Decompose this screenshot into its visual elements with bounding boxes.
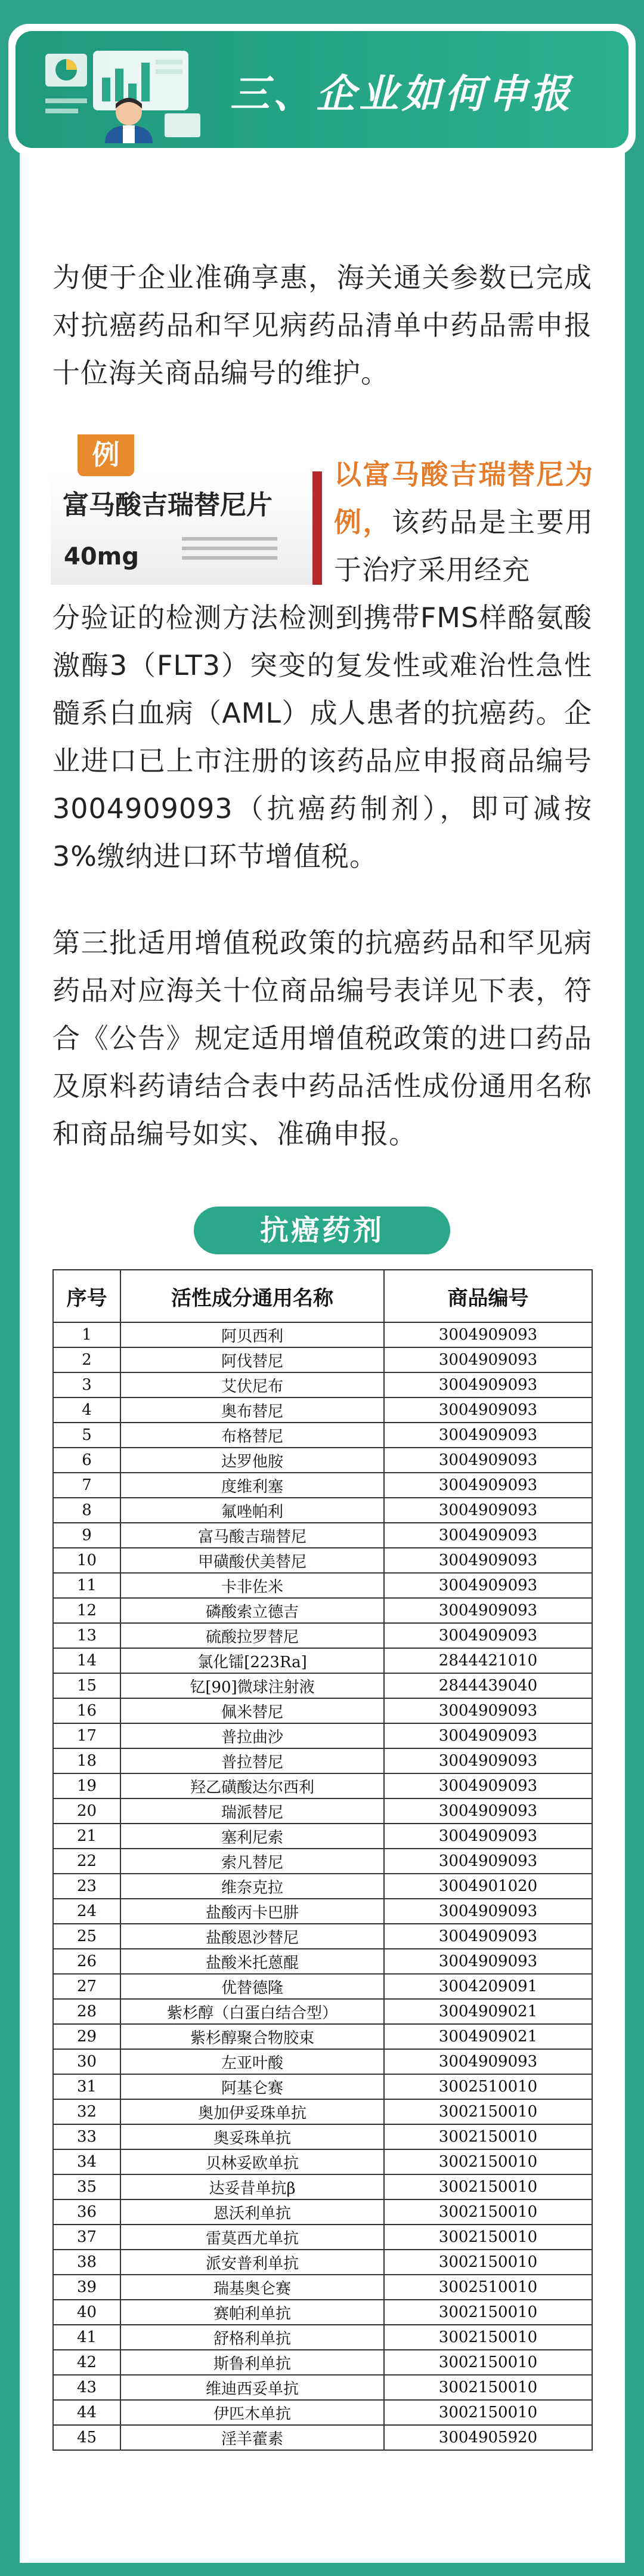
table-row <box>53 1698 592 1723</box>
table-row <box>53 2199 592 2225</box>
row-index: 42 <box>53 2350 120 2375</box>
product-image <box>51 471 322 585</box>
row-drug-name: 盐酸米托蒽醌 <box>120 1949 384 1974</box>
table-row <box>53 2275 592 2300</box>
example-paragraph-continued: 分验证的检测方法检测到携带FMS样酪氨酸激酶3（FLT3）突变的复发性或难治性急性髓系白血病（AML）成人患者的抗癌药。企业进口已上市注册的该药品应申报商品编号3004909093（抗癌药制剂），即可减按3%缴纳进口环节增值税。 <box>52 601 592 872</box>
row-drug-name: 度维利塞 <box>120 1473 384 1498</box>
row-index: 30 <box>53 2049 120 2074</box>
row-drug-name: 赛帕利单抗 <box>120 2300 384 2325</box>
table-intro-paragraph: 第三批适用增值税政策的抗癌药品和罕见病药品对应海关十位商品编号表详见下表，符合《公告》规定适用增值税政策的进口药品及原料药请结合表中药品活性成份通用名称和商品编号如实、准确申报。 <box>52 927 592 1150</box>
table-row <box>53 2375 592 2400</box>
table-row <box>53 2425 592 2450</box>
row-drug-name: 奥妥珠单抗 <box>120 2124 384 2149</box>
row-drug-name: 阿伐替尼 <box>120 1347 384 1372</box>
row-commodity-code: 3004909093 <box>384 1798 592 1824</box>
row-drug-name: 艾伏尼布 <box>120 1372 384 1397</box>
row-drug-name: 伊匹木单抗 <box>120 2400 384 2425</box>
row-commodity-code: 3004909093 <box>384 1397 592 1423</box>
row-commodity-code: 3004909021 <box>384 2024 592 2049</box>
table-row <box>53 1974 592 1999</box>
table-row <box>53 2024 592 2049</box>
row-commodity-code: 3004909093 <box>384 1448 592 1473</box>
table-row <box>53 2099 592 2124</box>
table-row <box>53 1322 592 1347</box>
table-row <box>53 1849 592 1874</box>
row-drug-name: 氯化镭[223Ra] <box>120 1648 384 1673</box>
row-commodity-code: 3002150010 <box>384 2174 592 2199</box>
row-drug-name: 普拉替尼 <box>120 1748 384 1773</box>
table-row <box>53 2174 592 2199</box>
row-index: 18 <box>53 1748 120 1773</box>
table-row <box>53 1798 592 1824</box>
table-row <box>53 2124 592 2149</box>
table-row <box>53 1673 592 1698</box>
row-index: 26 <box>53 1949 120 1974</box>
row-commodity-code: 3004909093 <box>384 1924 592 1949</box>
row-index: 17 <box>53 1723 120 1748</box>
row-index: 15 <box>53 1673 120 1698</box>
row-commodity-code: 3002510010 <box>384 2275 592 2300</box>
example-paragraph-right <box>334 451 593 594</box>
row-index: 16 <box>53 1698 120 1723</box>
table-row <box>53 1899 592 1924</box>
row-commodity-code: 3004909093 <box>384 1573 592 1598</box>
row-index: 38 <box>53 2250 120 2275</box>
row-commodity-code: 3002150010 <box>384 2400 592 2425</box>
row-drug-name: 卡非佐米 <box>120 1573 384 1598</box>
row-commodity-code: 3004909093 <box>384 1347 592 1372</box>
row-commodity-code: 3004909093 <box>384 1748 592 1773</box>
table-row <box>53 1347 592 1372</box>
row-index: 4 <box>53 1397 120 1423</box>
header-code: 商品编号 <box>384 1270 592 1322</box>
row-commodity-code: 3002150010 <box>384 2375 592 2400</box>
row-drug-name: 奥布替尼 <box>120 1397 384 1423</box>
row-index: 25 <box>53 1924 120 1949</box>
row-drug-name: 瑞派替尼 <box>120 1798 384 1824</box>
row-drug-name: 达罗他胺 <box>120 1448 384 1473</box>
table-row <box>53 1648 592 1673</box>
row-commodity-code: 3004909093 <box>384 1723 592 1748</box>
table-row <box>53 1723 592 1748</box>
row-drug-name: 佩米替尼 <box>120 1698 384 1723</box>
section-header <box>8 24 636 155</box>
header-index: 序号 <box>53 1270 120 1322</box>
row-drug-name: 布格替尼 <box>120 1423 384 1448</box>
row-drug-name: 奥加伊妥珠单抗 <box>120 2099 384 2124</box>
row-index: 22 <box>53 1849 120 1874</box>
row-commodity-code: 3004909093 <box>384 1548 592 1573</box>
row-drug-name: 恩沃利单抗 <box>120 2199 384 2225</box>
row-index: 28 <box>53 1999 120 2024</box>
section-label-pill: 抗癌药剂 <box>194 1207 450 1254</box>
row-index: 20 <box>53 1798 120 1824</box>
table-row <box>53 1372 592 1397</box>
row-index: 40 <box>53 2300 120 2325</box>
row-commodity-code: 2844421010 <box>384 1648 592 1673</box>
row-commodity-code: 2844439040 <box>384 1673 592 1698</box>
table-row <box>53 1773 592 1798</box>
section-header-banner <box>16 31 628 148</box>
row-commodity-code: 3004909093 <box>384 1523 592 1548</box>
row-index: 33 <box>53 2124 120 2149</box>
row-commodity-code: 3002150010 <box>384 2124 592 2149</box>
row-index: 34 <box>53 2149 120 2174</box>
row-commodity-code: 3002150010 <box>384 2300 592 2325</box>
row-drug-name: 派安普利单抗 <box>120 2250 384 2275</box>
product-label-lines <box>182 537 277 567</box>
row-drug-name: 富马酸吉瑞替尼 <box>120 1523 384 1548</box>
row-drug-name: 雷莫西尤单抗 <box>120 2225 384 2250</box>
row-commodity-code: 3002150010 <box>384 2225 592 2250</box>
product-name: 富马酸吉瑞替尼片 <box>63 490 273 520</box>
row-index: 39 <box>53 2275 120 2300</box>
table-row <box>53 1523 592 1548</box>
row-commodity-code: 3002510010 <box>384 2074 592 2099</box>
row-commodity-code: 3002150010 <box>384 2325 592 2350</box>
table-row <box>53 1423 592 1448</box>
row-index: 14 <box>53 1648 120 1673</box>
row-index: 37 <box>53 2225 120 2250</box>
row-commodity-code: 3004909093 <box>384 1949 592 1974</box>
row-drug-name: 紫杉醇（白蛋白结合型） <box>120 1999 384 2024</box>
row-index: 41 <box>53 2325 120 2350</box>
table-row <box>53 1397 592 1423</box>
table-row <box>53 1498 592 1523</box>
row-drug-name: 阿贝西利 <box>120 1322 384 1347</box>
row-commodity-code: 3004909093 <box>384 1899 592 1924</box>
row-index: 11 <box>53 1573 120 1598</box>
table-row <box>53 1999 592 2024</box>
row-index: 36 <box>53 2199 120 2225</box>
section-title: 三、企业如何申报 <box>230 71 574 117</box>
row-commodity-code: 3004909093 <box>384 2049 592 2074</box>
row-drug-name: 左亚叶酸 <box>120 2049 384 2074</box>
table-row <box>53 2400 592 2425</box>
row-index: 31 <box>53 2074 120 2099</box>
row-commodity-code: 3004909093 <box>384 1824 592 1849</box>
row-commodity-code: 3004909093 <box>384 1473 592 1498</box>
row-commodity-code: 3004909093 <box>384 1698 592 1723</box>
office-illustration-icon <box>33 42 212 143</box>
row-drug-name: 维奈克拉 <box>120 1874 384 1899</box>
example-highlight: 以富马酸吉瑞替尼为例， <box>334 458 593 538</box>
row-index: 35 <box>53 2174 120 2199</box>
row-index: 44 <box>53 2400 120 2425</box>
row-commodity-code: 3002150010 <box>384 2250 592 2275</box>
table-row <box>53 2049 592 2074</box>
row-index: 13 <box>53 1623 120 1648</box>
drug-table <box>52 1269 593 2451</box>
table-row <box>53 2225 592 2250</box>
row-index: 8 <box>53 1498 120 1523</box>
row-commodity-code: 3004909093 <box>384 1849 592 1874</box>
table-row <box>53 1824 592 1849</box>
table-row <box>53 1623 592 1648</box>
row-commodity-code: 3002150010 <box>384 2149 592 2174</box>
row-drug-name: 硫酸拉罗替尼 <box>120 1623 384 1648</box>
row-commodity-code: 3004909093 <box>384 1423 592 1448</box>
row-drug-name: 贝林妥欧单抗 <box>120 2149 384 2174</box>
table-row <box>53 2300 592 2325</box>
row-index: 1 <box>53 1322 120 1347</box>
row-drug-name: 舒格利单抗 <box>120 2325 384 2350</box>
table-header-row <box>53 1270 592 1322</box>
table-row <box>53 1748 592 1773</box>
table-row <box>53 1473 592 1498</box>
row-drug-name: 达妥昔单抗β <box>120 2174 384 2199</box>
intro-paragraph: 为便于企业准确享惠，海关通关参数已完成对抗癌药品和罕见病药品清单中药品需申报十位海关商品编号的维护。 <box>52 261 592 389</box>
row-commodity-code: 3002150010 <box>384 2199 592 2225</box>
row-index: 45 <box>53 2425 120 2450</box>
row-index: 7 <box>53 1473 120 1498</box>
header-name: 活性成分通用名称 <box>120 1270 384 1322</box>
table-row <box>53 2325 592 2350</box>
row-drug-name: 维迪西妥单抗 <box>120 2375 384 2400</box>
row-index: 2 <box>53 1347 120 1372</box>
row-drug-name: 普拉曲沙 <box>120 1723 384 1748</box>
row-commodity-code: 3004909021 <box>384 1999 592 2024</box>
row-index: 43 <box>53 2375 120 2400</box>
row-commodity-code: 3002150010 <box>384 2099 592 2124</box>
row-drug-name: 羟乙磺酸达尔西利 <box>120 1773 384 1798</box>
table-row <box>53 1598 592 1623</box>
table-row <box>53 2250 592 2275</box>
row-drug-name: 甲磺酸伏美替尼 <box>120 1548 384 1573</box>
row-drug-name: 盐酸丙卡巴肼 <box>120 1899 384 1924</box>
row-drug-name: 阿基仑赛 <box>120 2074 384 2099</box>
table-row <box>53 1874 592 1899</box>
product-dose: 40mg <box>64 543 139 570</box>
row-index: 23 <box>53 1874 120 1899</box>
table-row <box>53 1573 592 1598</box>
row-drug-name: 氟唑帕利 <box>120 1498 384 1523</box>
table-row <box>53 1924 592 1949</box>
row-index: 27 <box>53 1974 120 1999</box>
table-row <box>53 1448 592 1473</box>
table-row <box>53 1548 592 1573</box>
row-drug-name: 优替德隆 <box>120 1974 384 1999</box>
row-drug-name: 瑞基奥仑赛 <box>120 2275 384 2300</box>
row-drug-name: 盐酸恩沙替尼 <box>120 1924 384 1949</box>
row-index: 32 <box>53 2099 120 2124</box>
table-row <box>53 2149 592 2174</box>
table-row <box>53 2350 592 2375</box>
row-commodity-code: 3004909093 <box>384 1322 592 1347</box>
row-index: 21 <box>53 1824 120 1849</box>
table-row <box>53 2074 592 2099</box>
row-commodity-code: 3002150010 <box>384 2350 592 2375</box>
row-drug-name: 淫羊藿素 <box>120 2425 384 2450</box>
row-drug-name: 钇[90]微球注射液 <box>120 1673 384 1698</box>
example-badge: 例 <box>78 434 134 476</box>
row-index: 24 <box>53 1899 120 1924</box>
row-commodity-code: 3004909093 <box>384 1773 592 1798</box>
row-commodity-code: 3004909093 <box>384 1623 592 1648</box>
row-index: 19 <box>53 1773 120 1798</box>
row-drug-name: 紫杉醇聚合物胶束 <box>120 2024 384 2049</box>
example-text-right: 该药品是主要用于治疗采用经充 <box>334 506 593 586</box>
row-commodity-code: 3004909093 <box>384 1598 592 1623</box>
row-commodity-code: 3004209091 <box>384 1974 592 1999</box>
row-commodity-code: 3004909093 <box>384 1498 592 1523</box>
row-index: 29 <box>53 2024 120 2049</box>
table-row <box>53 1949 592 1974</box>
row-index: 5 <box>53 1423 120 1448</box>
row-index: 3 <box>53 1372 120 1397</box>
row-commodity-code: 3004905920 <box>384 2425 592 2450</box>
row-index: 6 <box>53 1448 120 1473</box>
row-index: 10 <box>53 1548 120 1573</box>
row-index: 9 <box>53 1523 120 1548</box>
row-commodity-code: 3004909093 <box>384 1372 592 1397</box>
row-commodity-code: 3004901020 <box>384 1874 592 1899</box>
row-index: 12 <box>53 1598 120 1623</box>
row-drug-name: 索凡替尼 <box>120 1849 384 1874</box>
row-drug-name: 磷酸索立德吉 <box>120 1598 384 1623</box>
row-drug-name: 斯鲁利单抗 <box>120 2350 384 2375</box>
row-drug-name: 塞利尼索 <box>120 1824 384 1849</box>
